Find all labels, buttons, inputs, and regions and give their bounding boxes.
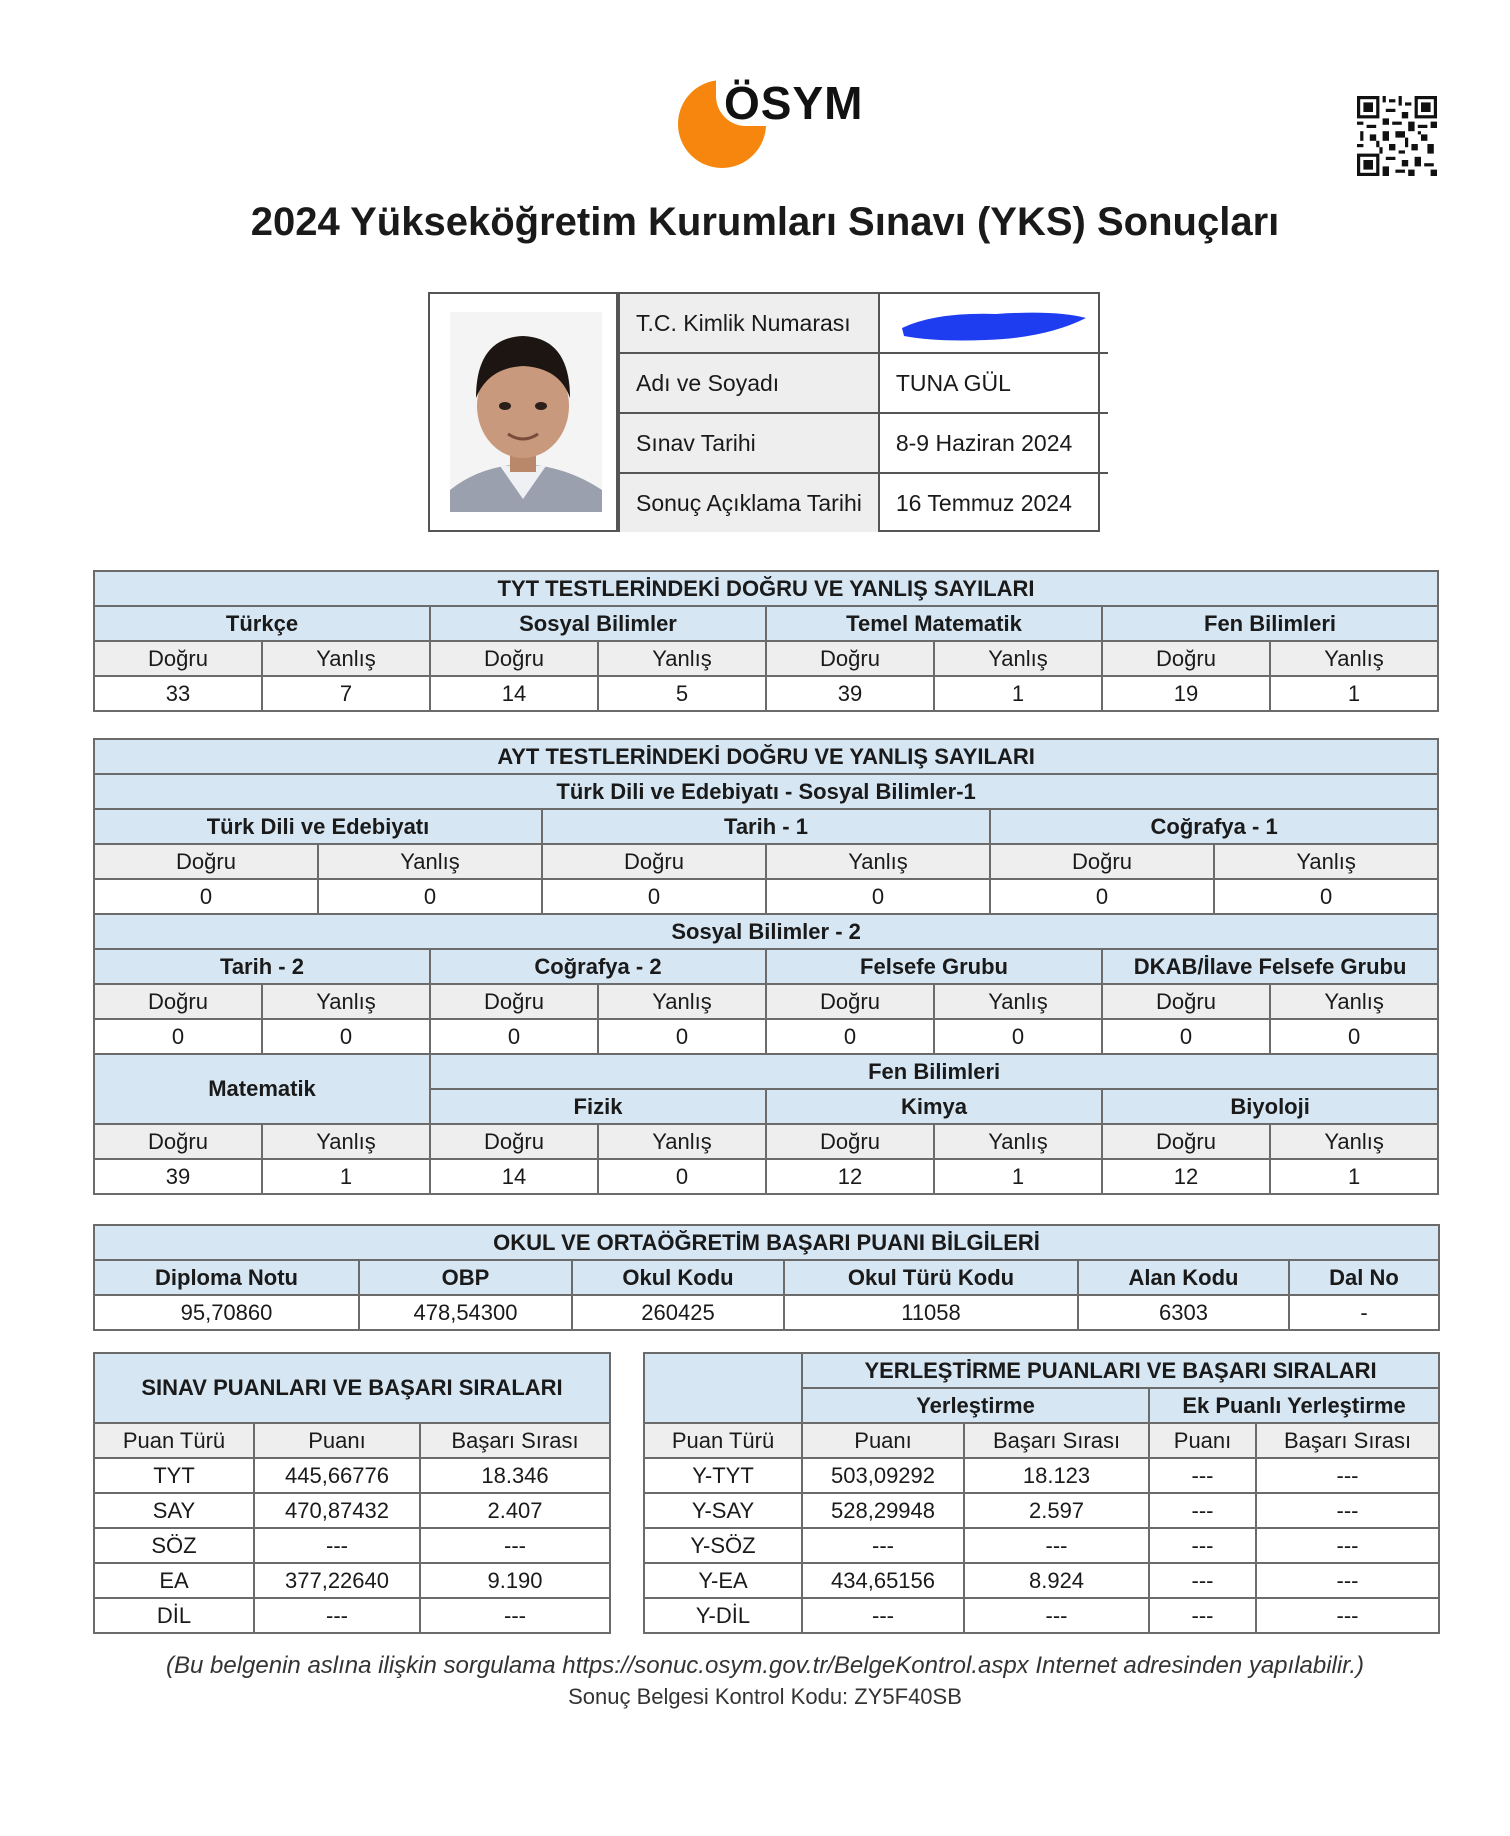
- y-puani: 528,29948: [802, 1493, 964, 1528]
- tyt-title: TYT TESTLERİNDEKİ DOĞRU VE YANLIŞ SAYILARI: [94, 571, 1438, 606]
- sinav-puani: ---: [254, 1598, 420, 1633]
- ayt-table: [93, 738, 1439, 1195]
- basari-sirasi-header: Başarı Sırası: [420, 1423, 610, 1458]
- tyt-subject-turkce: Türkçe: [94, 606, 430, 641]
- table-gap: [610, 1388, 644, 1423]
- dogru-header: Doğru: [766, 1124, 934, 1159]
- logo-text: ÖSYM: [724, 77, 864, 129]
- osym-logo: [678, 70, 864, 170]
- y-puan-turu: Y-TYT: [644, 1458, 802, 1493]
- candidate-info-box: [428, 292, 1100, 532]
- table-gap: [610, 1353, 644, 1388]
- y-puan-turu: Y-EA: [644, 1563, 802, 1598]
- puani-header: Puanı: [254, 1423, 420, 1458]
- yanlis-header: Yanlış: [318, 844, 542, 879]
- dal-no-header: Dal No: [1289, 1260, 1439, 1295]
- dogru-header: Doğru: [94, 844, 318, 879]
- y-basari-sirasi-header: Başarı Sırası: [964, 1423, 1149, 1458]
- sinav-basari-sirasi: 2.407: [420, 1493, 610, 1528]
- scores-table: [93, 1352, 1440, 1634]
- yanlis-header: Yanlış: [934, 984, 1102, 1019]
- tyt-matematik-yanlis: 1: [934, 676, 1102, 711]
- dogru-header: Doğru: [1102, 984, 1270, 1019]
- tyt-table: [93, 570, 1439, 712]
- ayt-cografya-2-dogru: 0: [430, 1019, 598, 1054]
- tyt-sosyal-dogru: 14: [430, 676, 598, 711]
- alan-kodu-value: 6303: [1078, 1295, 1289, 1330]
- table-row: [94, 1493, 1439, 1528]
- ek-puani: ---: [1149, 1598, 1256, 1633]
- ek-basari-sirasi: ---: [1256, 1563, 1439, 1598]
- tc-label: T.C. Kimlik Numarası: [619, 294, 879, 353]
- y-basari-sirasi: 8.924: [964, 1563, 1149, 1598]
- name-value: TUNA GÜL: [879, 353, 1108, 413]
- ayt-tarih-2-dogru: 0: [94, 1019, 262, 1054]
- ek-puani: ---: [1149, 1563, 1256, 1598]
- ayt-fizik-yanlis: 0: [598, 1159, 766, 1194]
- yerlestirme-title: YERLEŞTİRME PUANLARI VE BAŞARI SIRALARI: [802, 1353, 1439, 1388]
- name-row: [619, 353, 1108, 413]
- sinav-puani: 445,66776: [254, 1458, 420, 1493]
- ayt-subject-matematik: Matematik: [94, 1054, 430, 1124]
- result-date-value: 16 Temmuz 2024: [879, 473, 1108, 532]
- dogru-header: Doğru: [430, 641, 598, 676]
- table-gap: [610, 1423, 644, 1458]
- exam-date-value: 8-9 Haziran 2024: [879, 413, 1108, 473]
- sinav-basari-sirasi: ---: [420, 1598, 610, 1633]
- y-puan-turu-header: Puan Türü: [644, 1423, 802, 1458]
- tc-row: [619, 294, 1108, 353]
- ayt-cografya-2-yanlis: 0: [598, 1019, 766, 1054]
- sinav-basari-sirasi: ---: [420, 1528, 610, 1563]
- y-basari-sirasi: 2.597: [964, 1493, 1149, 1528]
- ek-puanli-sub-title: Ek Puanlı Yerleştirme: [1149, 1388, 1439, 1423]
- yerlestirme-sub-title: Yerleştirme: [802, 1388, 1149, 1423]
- obp-value: 478,54300: [359, 1295, 572, 1330]
- exam-date-row: [619, 413, 1108, 473]
- ayt-turk-dili-yanlis: 0: [318, 879, 542, 914]
- ayt-fizik-dogru: 14: [430, 1159, 598, 1194]
- dogru-header: Doğru: [542, 844, 766, 879]
- ayt-subject-turk-dili: Türk Dili ve Edebiyatı: [94, 809, 542, 844]
- sinav-title: SINAV PUANLARI VE BAŞARI SIRALARI: [94, 1353, 610, 1423]
- table-row: [94, 1598, 1439, 1633]
- okul-turu-kodu-value: 11058: [784, 1295, 1078, 1330]
- ayt-group2-title: Sosyal Bilimler - 2: [94, 914, 1438, 949]
- dogru-header: Doğru: [1102, 641, 1270, 676]
- obp-header: OBP: [359, 1260, 572, 1295]
- dal-no-value: -: [1289, 1295, 1439, 1330]
- ek-puani-header: Puanı: [1149, 1423, 1256, 1458]
- tyt-turkce-yanlis: 7: [262, 676, 430, 711]
- tyt-sosyal-yanlis: 5: [598, 676, 766, 711]
- sinav-puani: 470,87432: [254, 1493, 420, 1528]
- puan-turu-header: Puan Türü: [94, 1423, 254, 1458]
- dogru-header: Doğru: [94, 984, 262, 1019]
- result-date-row: [619, 473, 1108, 532]
- control-code: Sonuç Belgesi Kontrol Kodu: ZY5F40SB: [568, 1684, 962, 1709]
- ayt-fen-title: Fen Bilimleri: [430, 1054, 1438, 1089]
- ayt-subject-tarih-2: Tarih - 2: [94, 949, 430, 984]
- sinav-puan-turu: SÖZ: [94, 1528, 254, 1563]
- y-puani: 503,09292: [802, 1458, 964, 1493]
- ayt-turk-dili-dogru: 0: [94, 879, 318, 914]
- sinav-basari-sirasi: 18.346: [420, 1458, 610, 1493]
- ayt-subject-biyoloji: Biyoloji: [1102, 1089, 1438, 1124]
- yanlis-header: Yanlış: [934, 1124, 1102, 1159]
- tyt-fen-yanlis: 1: [1270, 676, 1438, 711]
- yanlis-header: Yanlış: [262, 641, 430, 676]
- y-puani: ---: [802, 1528, 964, 1563]
- ayt-kimya-yanlis: 1: [934, 1159, 1102, 1194]
- ek-puani: ---: [1149, 1458, 1256, 1493]
- tc-value-redacted: [879, 294, 1108, 353]
- tyt-subject-fen: Fen Bilimleri: [1102, 606, 1438, 641]
- table-row: [94, 1528, 1439, 1563]
- ek-basari-sirasi: ---: [1256, 1458, 1439, 1493]
- yanlis-header: Yanlış: [766, 844, 990, 879]
- ayt-subject-tarih-1: Tarih - 1: [542, 809, 990, 844]
- diploma-notu-header: Diploma Notu: [94, 1260, 359, 1295]
- candidate-info-table: [618, 294, 1108, 532]
- ek-basari-sirasi: ---: [1256, 1528, 1439, 1563]
- sinav-basari-sirasi: 9.190: [420, 1563, 610, 1598]
- yanlis-header: Yanlış: [1214, 844, 1438, 879]
- exam-date-label: Sınav Tarihi: [619, 413, 879, 473]
- tyt-matematik-dogru: 39: [766, 676, 934, 711]
- page-title: 2024 Yükseköğretim Kurumları Sınavı (YKS) Sonuçları: [250, 200, 1280, 244]
- y-basari-sirasi: ---: [964, 1598, 1149, 1633]
- dogru-header: Doğru: [766, 641, 934, 676]
- ayt-dkab-dogru: 0: [1102, 1019, 1270, 1054]
- tyt-turkce-dogru: 33: [94, 676, 262, 711]
- ayt-tarih-1-yanlis: 0: [766, 879, 990, 914]
- ek-puani: ---: [1149, 1493, 1256, 1528]
- qr-code-icon: [1357, 96, 1437, 176]
- ayt-cografya-1-yanlis: 0: [1214, 879, 1438, 914]
- table-gap: [610, 1458, 644, 1493]
- ek-basari-sirasi: ---: [1256, 1598, 1439, 1633]
- sinav-puan-turu: TYT: [94, 1458, 254, 1493]
- y-puani: 434,65156: [802, 1563, 964, 1598]
- okul-turu-kodu-header: Okul Türü Kodu: [784, 1260, 1078, 1295]
- sinav-puani: ---: [254, 1528, 420, 1563]
- ayt-felsefe-dogru: 0: [766, 1019, 934, 1054]
- yanlis-header: Yanlış: [598, 641, 766, 676]
- verification-note: (Bu belgenin aslına ilişkin sorgulama https://sonuc.osym.gov.tr/BelgeKontrol.aspx Internet adresinden yapılabilir.): [166, 1652, 1364, 1679]
- tyt-subject-sosyal: Sosyal Bilimler: [430, 606, 766, 641]
- ayt-kimya-dogru: 12: [766, 1159, 934, 1194]
- dogru-header: Doğru: [990, 844, 1214, 879]
- y-puani-header: Puanı: [802, 1423, 964, 1458]
- diploma-notu-value: 95,70860: [94, 1295, 359, 1330]
- tyt-fen-dogru: 19: [1102, 676, 1270, 711]
- sinav-puan-turu: DİL: [94, 1598, 254, 1633]
- ayt-subject-cografya-1: Coğrafya - 1: [990, 809, 1438, 844]
- candidate-photo-image: [430, 294, 616, 530]
- ayt-cografya-1-dogru: 0: [990, 879, 1214, 914]
- yerlestirme-corner: [644, 1353, 802, 1423]
- yanlis-header: Yanlış: [1270, 641, 1438, 676]
- dogru-header: Doğru: [430, 984, 598, 1019]
- yanlis-header: Yanlış: [1270, 984, 1438, 1019]
- yanlis-header: Yanlış: [598, 984, 766, 1019]
- ayt-matematik-dogru: 39: [94, 1159, 262, 1194]
- alan-kodu-header: Alan Kodu: [1078, 1260, 1289, 1295]
- ayt-subject-kimya: Kimya: [766, 1089, 1102, 1124]
- ayt-group1-title: Türk Dili ve Edebiyatı - Sosyal Bilimler-1: [94, 774, 1438, 809]
- ayt-tarih-1-dogru: 0: [542, 879, 766, 914]
- redaction-scribble: [896, 300, 1092, 346]
- ek-basari-sirasi-header: Başarı Sırası: [1256, 1423, 1439, 1458]
- dogru-header: Doğru: [94, 1124, 262, 1159]
- ayt-title: AYT TESTLERİNDEKİ DOĞRU VE YANLIŞ SAYILARI: [94, 739, 1438, 774]
- sinav-puan-turu: SAY: [94, 1493, 254, 1528]
- table-gap: [610, 1493, 644, 1528]
- y-puan-turu: Y-DİL: [644, 1598, 802, 1633]
- okul-kodu-header: Okul Kodu: [572, 1260, 784, 1295]
- table-gap: [610, 1563, 644, 1598]
- result-date-label: Sonuç Açıklama Tarihi: [619, 473, 879, 532]
- tyt-subject-temel-matematik: Temel Matematik: [766, 606, 1102, 641]
- yanlis-header: Yanlış: [262, 1124, 430, 1159]
- ayt-subject-cografya-2: Coğrafya - 2: [430, 949, 766, 984]
- ayt-biyoloji-dogru: 12: [1102, 1159, 1270, 1194]
- okul-kodu-value: 260425: [572, 1295, 784, 1330]
- ek-puani: ---: [1149, 1528, 1256, 1563]
- table-gap: [610, 1528, 644, 1563]
- table-row: [94, 1563, 1439, 1598]
- ayt-tarih-2-yanlis: 0: [262, 1019, 430, 1054]
- ayt-dkab-yanlis: 0: [1270, 1019, 1438, 1054]
- y-puan-turu: Y-SÖZ: [644, 1528, 802, 1563]
- yanlis-header: Yanlış: [598, 1124, 766, 1159]
- ek-basari-sirasi: ---: [1256, 1493, 1439, 1528]
- ayt-felsefe-yanlis: 0: [934, 1019, 1102, 1054]
- table-gap: [610, 1598, 644, 1633]
- y-basari-sirasi: 18.123: [964, 1458, 1149, 1493]
- dogru-header: Doğru: [430, 1124, 598, 1159]
- okul-table: [93, 1224, 1440, 1331]
- ayt-subject-dkab: DKAB/İlave Felsefe Grubu: [1102, 949, 1438, 984]
- sinav-puan-turu: EA: [94, 1563, 254, 1598]
- ayt-subject-felsefe: Felsefe Grubu: [766, 949, 1102, 984]
- yanlis-header: Yanlış: [934, 641, 1102, 676]
- y-puan-turu: Y-SAY: [644, 1493, 802, 1528]
- table-row: [94, 1458, 1439, 1493]
- ayt-matematik-yanlis: 1: [262, 1159, 430, 1194]
- okul-title: OKUL VE ORTAÖĞRETİM BAŞARI PUANI BİLGİLERİ: [94, 1225, 1439, 1260]
- yanlis-header: Yanlış: [1270, 1124, 1438, 1159]
- y-basari-sirasi: ---: [964, 1528, 1149, 1563]
- yanlis-header: Yanlış: [262, 984, 430, 1019]
- ayt-biyoloji-yanlis: 1: [1270, 1159, 1438, 1194]
- name-label: Adı ve Soyadı: [619, 353, 879, 413]
- dogru-header: Doğru: [1102, 1124, 1270, 1159]
- y-puani: ---: [802, 1598, 964, 1633]
- sinav-puani: 377,22640: [254, 1563, 420, 1598]
- dogru-header: Doğru: [766, 984, 934, 1019]
- candidate-photo: [430, 294, 618, 530]
- dogru-header: Doğru: [94, 641, 262, 676]
- ayt-subject-fizik: Fizik: [430, 1089, 766, 1124]
